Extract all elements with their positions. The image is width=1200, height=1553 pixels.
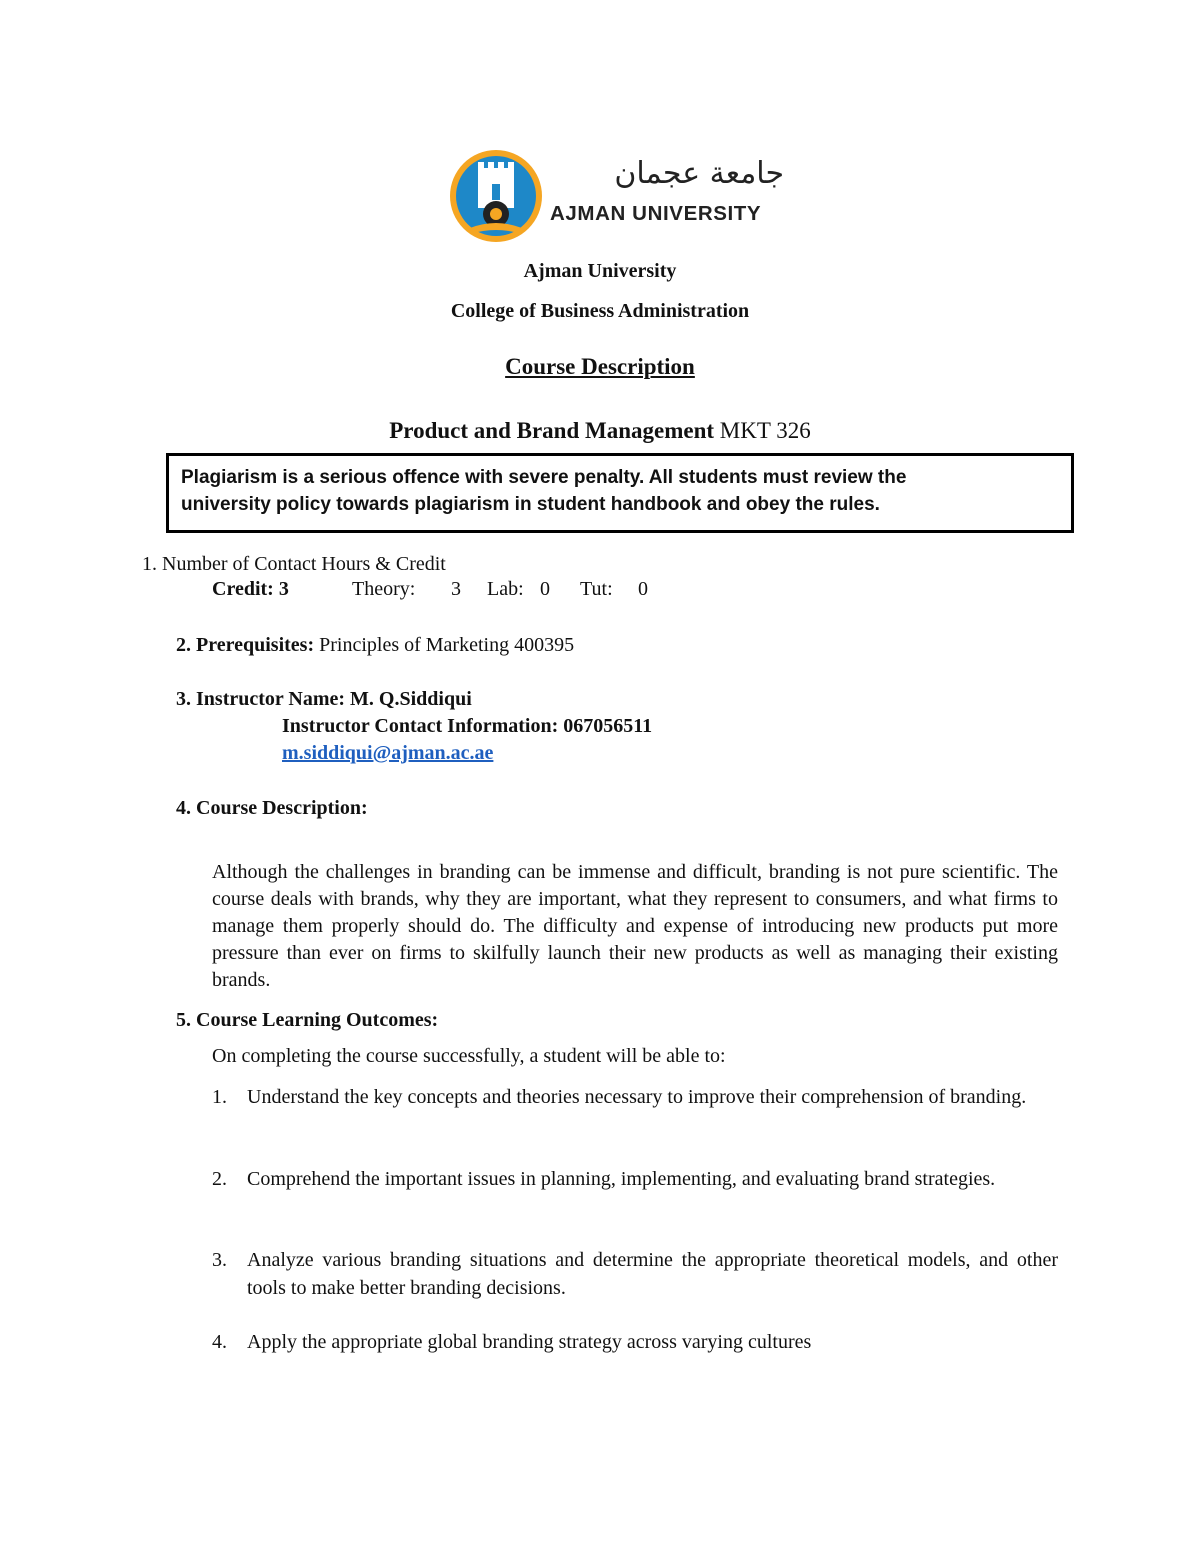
university-logo: [448, 148, 788, 244]
theory-label: Theory:: [352, 578, 416, 600]
list-item-text: Comprehend the important issues in planning, implementing, and evaluating brand strategies.: [247, 1168, 996, 1190]
document-heading-text: Course Description: [505, 354, 695, 379]
list-item: [212, 1083, 1058, 1111]
document-heading: [0, 354, 1200, 380]
logo-arabic-text: جامعة عجمان: [614, 156, 784, 191]
credit-label: Credit: 3: [212, 578, 289, 600]
list-item: [212, 1165, 1058, 1193]
prerequisites-value: Principles of Marketing 400395: [319, 634, 575, 656]
course-title: [0, 418, 1200, 444]
theory-value: 3: [451, 578, 461, 600]
list-item: [212, 1246, 1058, 1302]
learning-outcomes-intro: On completing the course successfully, a student will be able to:: [212, 1045, 726, 1067]
list-item-text: Apply the appropriate global branding strategy across varying cultures: [247, 1331, 812, 1353]
tut-label: Tut:: [580, 578, 613, 600]
instructor-email-link[interactable]: m.siddiqui@ajman.ac.ae: [282, 742, 494, 764]
university-emblem-icon: [448, 148, 544, 244]
course-description-text: Although the challenges in branding can be immense and difficult, branding is not pure scientific. The course deals with brands, why they are important, what they represent to consumers, and what firms to manage them properly should do. The difficulty and expense of introducing new products put more pressure than ever on firms to skilfully launch their new products as well as managing their existing brands.: [212, 861, 1058, 991]
list-item-text: Analyze various branding situations and determine the appropriate theoretical models, and other tools to make better branding decisions.: [247, 1249, 1058, 1299]
notice-line-1: Plagiarism is a serious offence with severe penalty. All students must review the: [181, 467, 907, 488]
logo-english-text: AJMAN UNIVERSITY: [550, 202, 762, 225]
lab-value: 0: [540, 578, 550, 600]
notice-line-2: university policy towards plagiarism in student handbook and obey the rules.: [181, 494, 880, 515]
list-item: [212, 1328, 1058, 1356]
list-item-number: 1.: [212, 1086, 227, 1108]
instructor-name: 3. Instructor Name: M. Q.Siddiqui: [176, 688, 472, 710]
university-name: Ajman University: [523, 260, 677, 282]
course-name: Product and Brand Management: [389, 418, 715, 443]
prerequisites-label: 2. Prerequisites:: [176, 634, 315, 656]
contact-hours-heading: 1. Number of Contact Hours & Credit: [142, 553, 446, 575]
instructor-email-row: [282, 740, 493, 767]
list-item-number: 2.: [212, 1168, 227, 1190]
list-item-number: 4.: [212, 1331, 227, 1353]
learning-outcomes-heading: 5. Course Learning Outcomes:: [176, 1009, 439, 1031]
list-item-text: Understand the key concepts and theories necessary to improve their comprehension of branding.: [247, 1086, 1027, 1108]
plagiarism-notice: [166, 453, 1074, 533]
tut-value: 0: [638, 578, 648, 600]
prerequisites: [176, 632, 574, 659]
lab-label: Lab:: [487, 578, 524, 600]
course-code: MKT 326: [719, 418, 811, 443]
course-description-heading: 4. Course Description:: [176, 797, 368, 819]
instructor-contact: Instructor Contact Information: 067056511: [282, 715, 653, 737]
college-name: College of Business Administration: [450, 300, 750, 322]
list-item-number: 3.: [212, 1249, 227, 1271]
